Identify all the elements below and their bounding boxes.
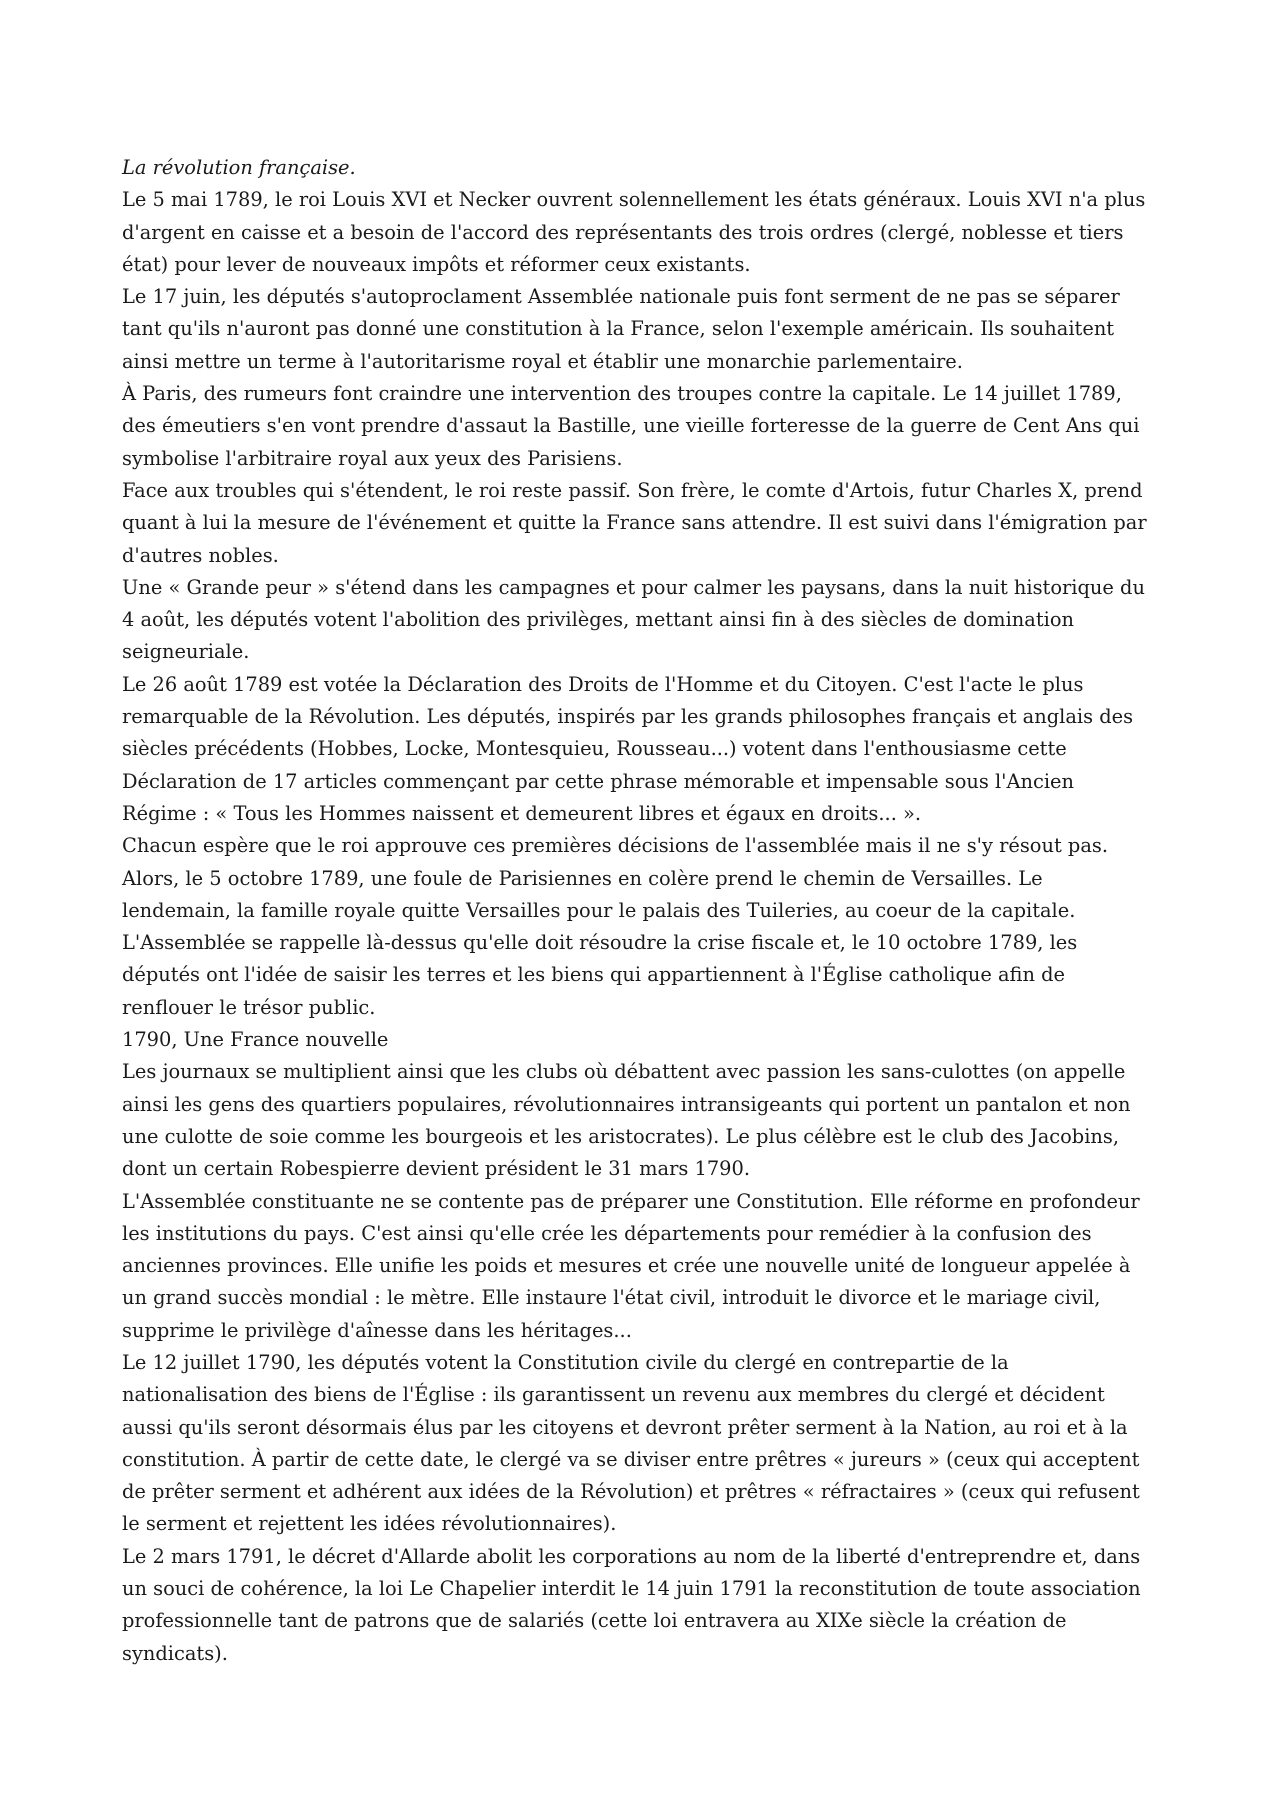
text-line: L'Assemblée constituante ne se contente pas de préparer une Constitution. Elle réforme en profondeur [122,1189,1140,1213]
text-line: le serment et rejettent les idées révolutionnaires). [122,1512,617,1536]
text-line: 4 août, les députés votent l'abolition des privilèges, mettant ainsi fin à des siècles de domination [122,608,1074,632]
text-line: de prêter serment et adhérent aux idées de la Révolution) et prêtres « réfractaires » (ceux qui refusent [122,1480,1140,1504]
text-line: députés ont l'idée de saisir les terres et les biens qui appartiennent à l'Église catholique afin de [122,963,1066,987]
text-line: tant qu'ils n'auront pas donné une constitution à la France, selon l'exemple américain. Ils souhaitent [122,317,1115,341]
text-line: quant à lui la mesure de l'événement et quitte la France sans attendre. Il est suivi dans l'émigration par [122,511,1147,535]
text-line: syndicats). [122,1641,228,1665]
text-line: d'argent en caisse et a besoin de l'accord des représentants des trois ordres (clergé, noblesse et tiers [122,220,1124,244]
text-line: ainsi les gens des quartiers populaires, révolutionnaires intransigeants qui portent un pantalon et non [122,1092,1131,1116]
text-line: L'Assemblée se rappelle là-dessus qu'elle doit résoudre la crise fiscale et, le 10 octobre 1789, les [122,931,1078,955]
text-line: À Paris, des rumeurs font craindre une intervention des troupes contre la capitale. Le 14 juillet 1789, [122,382,1122,406]
text-line: Le 5 mai 1789, le roi Louis XVI et Necker ouvrent solennellement les états généraux. Louis XVI n'a plus [122,188,1146,212]
text-line: Le 17 juin, les députés s'autoproclament Assemblée nationale puis font serment de ne pas se séparer [122,285,1120,309]
text-line: 1790, Une France nouvelle [122,1028,389,1052]
text-line: supprime le privilège d'aînesse dans les héritages... [122,1318,632,1342]
text-line: lendemain, la famille royale quitte Versailles pour le palais des Tuileries, au coeur de la capitale. [122,898,1076,922]
text-line: Une « Grande peur » s'étend dans les campagnes et pour calmer les paysans, dans la nuit historique du [122,575,1145,599]
text-line: des émeutiers s'en vont prendre d'assaut la Bastille, une vieille forteresse de la guerre de Cent Ans qui [122,414,1140,438]
document-title: La révolution française. [122,156,356,179]
text-line: d'autres nobles. [122,543,279,567]
text-line: Face aux troubles qui s'étendent, le roi reste passif. Son frère, le comte d'Artois, futur Charles X, prend [122,478,1143,502]
text-line: ainsi mettre un terme à l'autoritarisme royal et établir une monarchie parlementaire. [122,349,963,373]
text-line: Régime : « Tous les Hommes naissent et demeurent libres et égaux en droits... ». [122,801,922,825]
text-line: Le 12 juillet 1790, les députés votent la Constitution civile du clergé en contrepartie de la [122,1350,1009,1374]
text-line: Alors, le 5 octobre 1789, une foule de Parisiennes en colère prend le chemin de Versailles. Le [122,866,1043,890]
text-line: renflouer le trésor public. [122,995,376,1019]
text-line: aussi qu'ils seront désormais élus par les citoyens et devront prêter serment à la Nation, au roi et à la [122,1415,1128,1439]
text-line: symbolise l'arbitraire royal aux yeux des Parisiens. [122,446,623,470]
text-line: les institutions du pays. C'est ainsi qu'elle crée les départements pour remédier à la confusion des [122,1221,1092,1245]
text-line: constitution. À partir de cette date, le clergé va se diviser entre prêtres « jureurs » (ceux qui acceptent [122,1447,1140,1471]
text-line: Le 26 août 1789 est votée la Déclaration des Droits de l'Homme et du Citoyen. C'est l'acte le plus [122,672,1084,696]
text-line: anciennes provinces. Elle unifie les poids et mesures et crée une nouvelle unité de longueur appelée à [122,1254,1131,1278]
text-line: un grand succès mondial : le mètre. Elle instaure l'état civil, introduit le divorce et le mariage civil, [122,1286,1101,1310]
text-line: siècles précédents (Hobbes, Locke, Montesquieu, Rousseau...) votent dans l'enthousiasme cette [122,737,1067,761]
text-line: Les journaux se multiplient ainsi que les clubs où débattent avec passion les sans-culottes (on appelle [122,1060,1126,1084]
text-line: seigneuriale. [122,640,250,664]
text-line: professionnelle tant de patrons que de salariés (cette loi entravera au XIXe siècle la création de [122,1609,1067,1633]
text-line: remarquable de la Révolution. Les députés, inspirés par les grands philosophes français et anglais des [122,705,1134,729]
text-line: dont un certain Robespierre devient président le 31 mars 1790. [122,1157,750,1181]
text-line: nationalisation des biens de l'Église : ils garantissent un revenu aux membres du clergé et décident [122,1383,1105,1407]
text-line: un souci de cohérence, la loi Le Chapelier interdit le 14 juin 1791 la reconstitution de toute association [122,1577,1141,1601]
text-line: Déclaration de 17 articles commençant par cette phrase mémorable et impensable sous l'Ancien [122,769,1075,793]
text-line: une culotte de soie comme les bourgeois et les aristocrates). Le plus célèbre est le club des Jacobins, [122,1124,1120,1148]
text-line: Le 2 mars 1791, le décret d'Allarde abolit les corporations au nom de la liberté d'entreprendre et, dans [122,1544,1141,1568]
text-line: état) pour lever de nouveaux impôts et réformer ceux existants. [122,252,751,276]
text-line: Chacun espère que le roi approuve ces premières décisions de l'assemblée mais il ne s'y résout pas. [122,834,1109,858]
document-body [122,152,1167,1670]
